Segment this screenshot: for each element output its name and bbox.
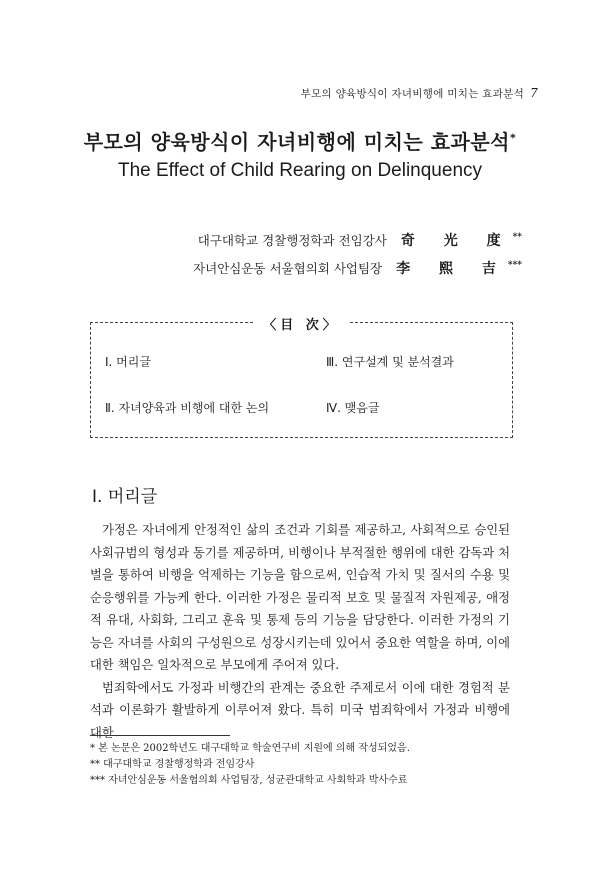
section-heading: Ⅰ. 머리글 — [92, 487, 158, 507]
running-head-text: 부모의 양육방식이 자녀비행에 미치는 효과분석 — [300, 88, 525, 100]
author-line — [193, 258, 522, 278]
body-text — [90, 519, 510, 744]
paragraph: 범죄학에서도 가정과 비행간의 관계는 중요한 주제로서 이에 대한 경험적 분석과 이론화가 활발하게 이루어져 왔다. 특히 미국 범죄학에서 가정과 비행에 대한 — [90, 680, 510, 740]
paragraph: 가정은 자녀에게 안정적인 삶의 조건과 기회를 제공하고, 사회적으로 승인된 사회규범의 형성과 동기를 제공하며, 비행이나 부적절한 행위에 대한 감독과 처벌을 통하여 비행을 억제하는 기능을 함으로써, 인습적 가치 및 질서의 수용 및 순응행위를 가능케 한다. 이러한 가정은 물리적 보호 및 물질적 자원제공, 애정적 유대, 사회화, 그리고 훈육 및 통제 등의 기능을 담당한다. 이러한 가정의 기능은 자녀를 사회의 구성원으로 성장시키는데 있어서 중요한 역할을 하며, 이에 대한 책임은 일차적으로 부모에게 주어져 있다. — [90, 523, 510, 672]
title-footnote-mark: * — [510, 131, 517, 145]
author-name: 李 熙 吉*** — [396, 260, 522, 277]
author-affiliation: 대구대학교 경찰행정학과 전임강사 — [197, 233, 387, 248]
running-head — [301, 86, 538, 101]
title-korean: 부모의 양육방식이 자녀비행에 미치는 효과분석 — [83, 130, 510, 154]
author-mark: *** — [507, 260, 522, 271]
author-affiliation: 자녀안심운동 서울협의회 사업팀장 — [193, 261, 383, 276]
toc-item: Ⅰ. 머리글 — [105, 355, 151, 369]
page-title — [0, 126, 600, 155]
author-name: 奇 光 度** — [400, 232, 522, 249]
toc-item: Ⅱ. 자녀양육과 비행에 대한 논의 — [105, 401, 270, 415]
table-of-contents — [90, 318, 513, 438]
toc-heading: 〈目 次〉 — [91, 314, 512, 333]
page-number: 7 — [530, 86, 538, 100]
footnote: ** 대구대학교 경찰행정학과 전임강사 — [90, 759, 255, 770]
toc-item: Ⅲ. 연구설계 및 분석결과 — [326, 355, 454, 369]
author-line — [198, 230, 522, 250]
footnote: * 본 논문은 2002학년도 대구대학교 학술연구비 지원에 의해 작성되었음. — [90, 743, 410, 754]
title-english: The Effect of Child Rearing on Delinquency — [117, 160, 483, 181]
footnotes — [90, 741, 410, 789]
footnote: *** 자녀안심운동 서울협의회 사업팀장, 성균관대학교 사회학과 박사수료 — [90, 775, 408, 786]
footnote-divider — [90, 735, 230, 736]
author-mark: ** — [512, 232, 522, 243]
toc-item: Ⅳ. 맺음글 — [326, 401, 380, 415]
